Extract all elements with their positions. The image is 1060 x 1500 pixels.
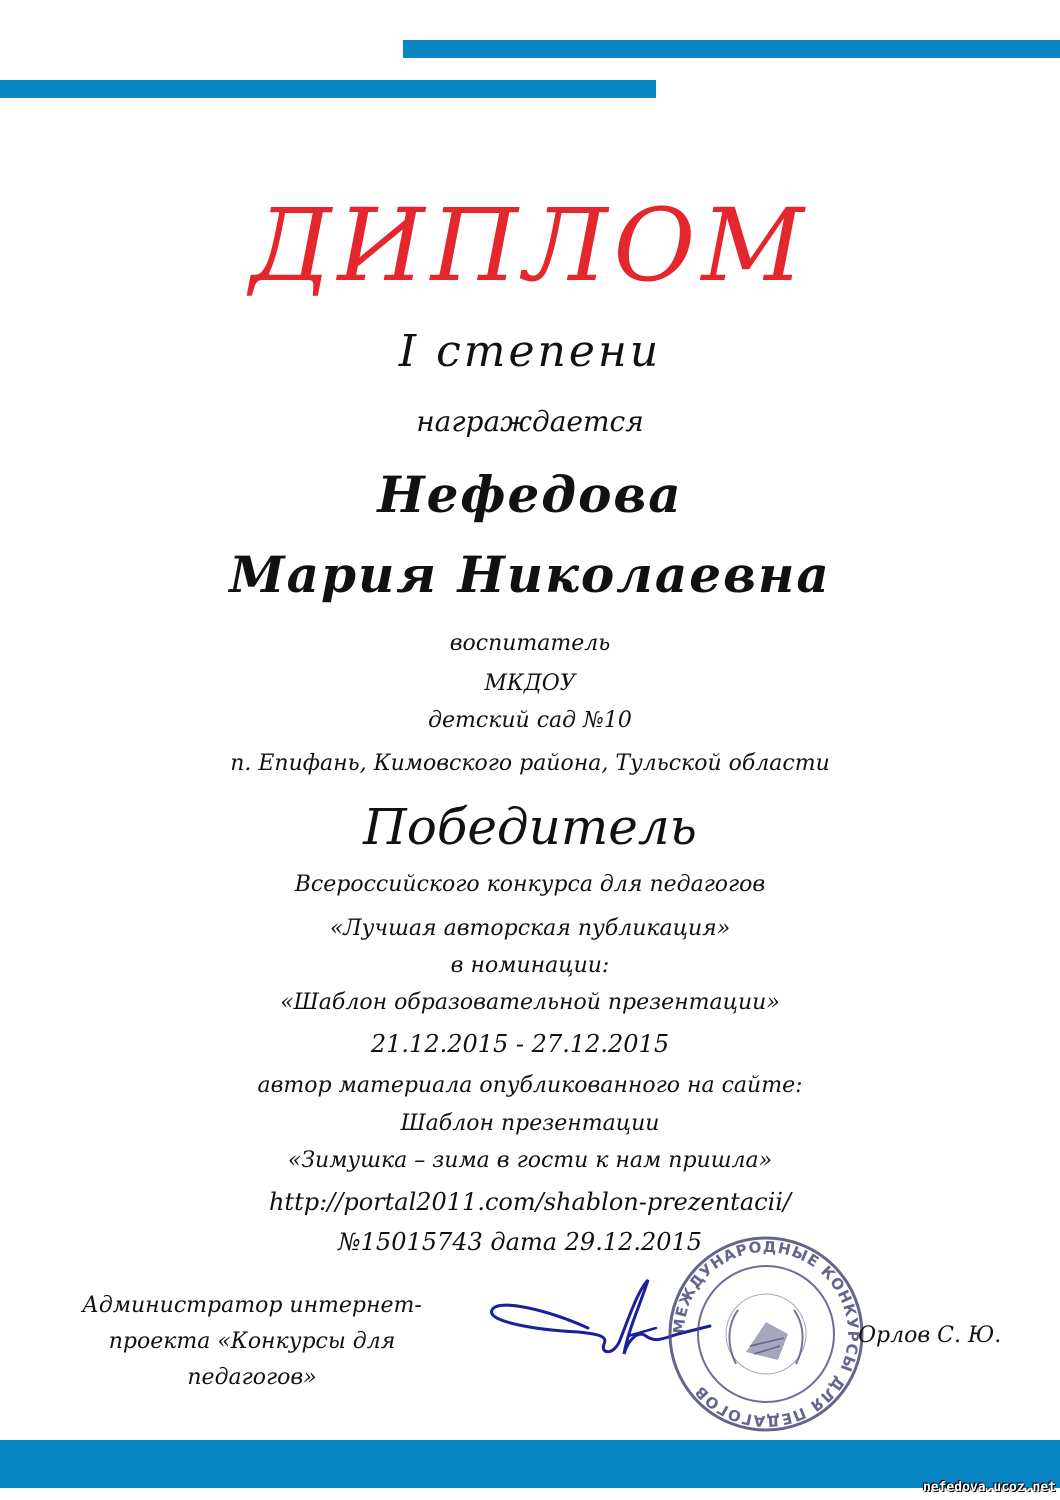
author-line: автор материала опубликованного на сайте:	[257, 1073, 803, 1098]
recipient-location: п. Епифань, Кимовского района, Тульской области	[230, 751, 830, 776]
top-right-accent-bar	[403, 40, 1060, 58]
signer-name: Орлов С. Ю.	[858, 1323, 1002, 1348]
winner-heading: Победитель	[363, 798, 697, 856]
recipient-given-names: Мария Николаевна	[229, 545, 831, 604]
svg-text:МЕЖДУНАРОДНЫЕ КОНКУРСЫ ДЛЯ ПЕД: МЕЖДУНАРОДНЫЕ КОНКУРСЫ ДЛЯ ПЕДАГОГОВ	[669, 1237, 863, 1431]
admin-line-2: проекта «Конкурсы для	[108, 1329, 396, 1354]
administrator-caption	[82, 1288, 422, 1396]
bottom-accent-bar	[0, 1440, 1060, 1488]
top-left-accent-bar	[0, 80, 656, 98]
material-title: «Зимушка – зима в гости к нам пришла»	[287, 1148, 773, 1173]
publication-url: http://portal2011.com/shablon-prezentacii/	[268, 1188, 792, 1216]
contest-dates: 21.12.2015 - 27.12.2015	[370, 1030, 670, 1058]
admin-line-1: Администратор интернет-	[82, 1293, 422, 1318]
material-type: Шаблон презентации	[400, 1111, 660, 1136]
nomination-label: в номинации:	[450, 953, 610, 978]
degree-line: I степени	[398, 326, 662, 377]
recipient-position: воспитатель	[449, 631, 611, 656]
awarded-label: награждается	[416, 405, 644, 438]
recipient-kindergarten: детский сад №10	[428, 708, 632, 733]
nomination-name: «Шаблон образовательной презентации»	[280, 990, 780, 1015]
certificate-number-date: №15015743 дата 29.12.2015	[337, 1228, 703, 1256]
official-seal	[666, 1234, 866, 1434]
contest-line: Всероссийского конкурса для педагогов	[294, 872, 766, 897]
recipient-organization: МКДОУ	[484, 671, 576, 696]
contest-name: «Лучшая авторская публикация»	[329, 916, 731, 941]
site-watermark: nefedova.ucoz.net	[922, 1480, 1056, 1495]
admin-line-3: педагогов»	[187, 1365, 317, 1390]
diploma-title: ДИПЛОМ	[250, 187, 810, 304]
recipient-surname: Нефедова	[377, 465, 683, 524]
